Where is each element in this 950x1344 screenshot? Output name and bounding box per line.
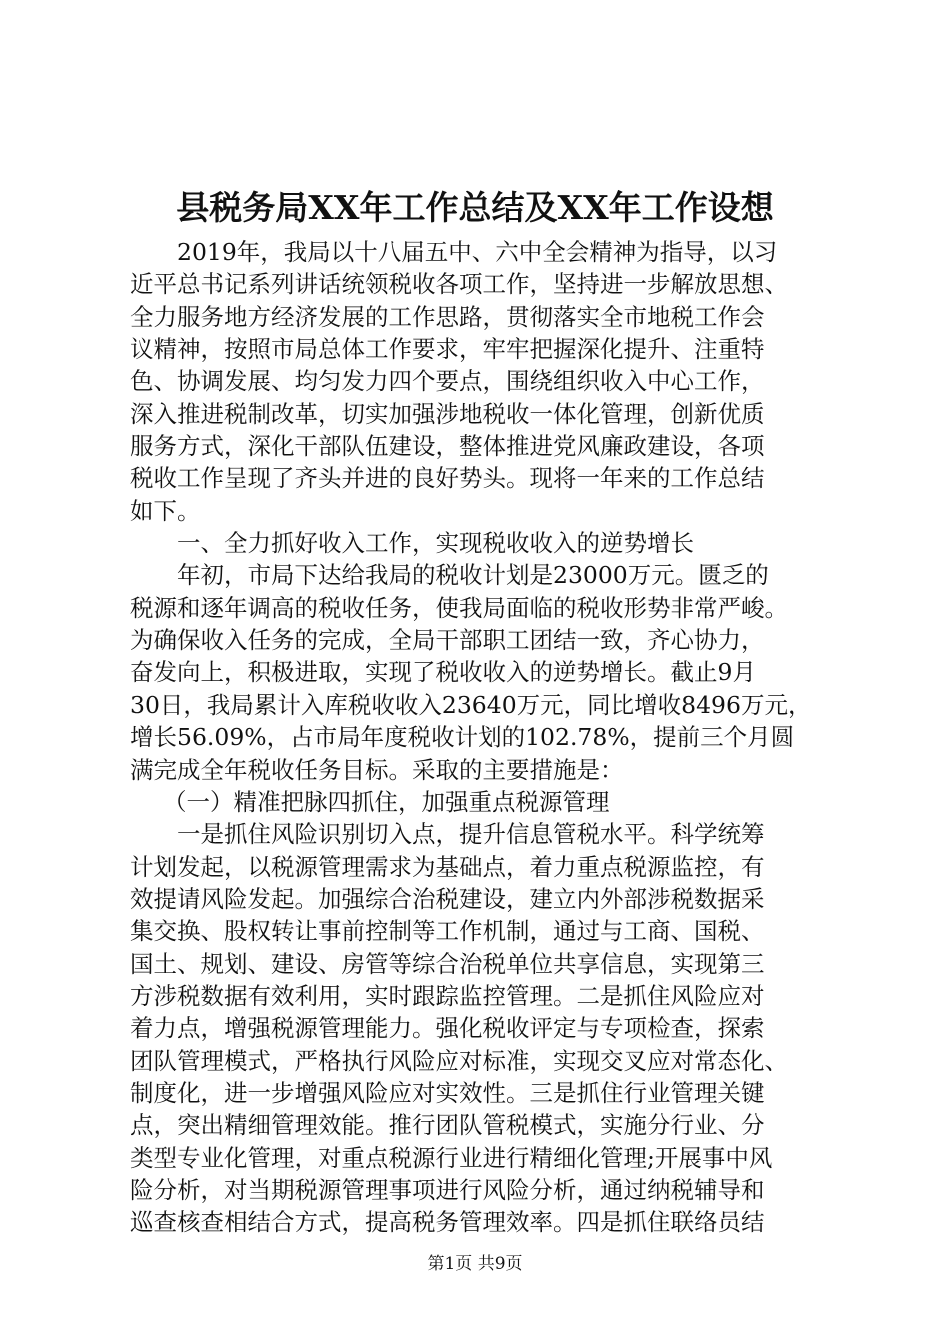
paragraph-line: 奋发向上，积极进取，实现了税收收入的逆势增长。截止9月 (130, 658, 756, 687)
paragraph-line: 年初，市局下达给我局的税收计划是23000万元。匮乏的 (177, 561, 769, 590)
section-heading: 一、全力抓好收入工作，实现税收收入的逆势增长 (177, 529, 694, 558)
paragraph-line: 如下。 (130, 496, 201, 525)
paragraph-line: 计划发起，以税源管理需求为基础点，着力重点税源监控，有 (130, 852, 765, 881)
paragraph-line: 增长56.09%，占市局年度税收计划的102.78%，提前三个月圆 (130, 723, 795, 752)
paragraph-line: 类型专业化管理，对重点税源行业进行精细化管理;开展事中风 (130, 1143, 773, 1172)
paragraph-line: 深入推进税制改革，切实加强涉地税收一体化管理，创新优质 (130, 399, 765, 428)
document-body (130, 236, 830, 1239)
paragraph-line: 效提请风险发起。加强综合治税建设，建立内外部涉税数据采 (130, 884, 765, 913)
subsection-heading: （一）精准把脉四抓住，加强重点税源管理 (163, 787, 610, 816)
paragraph-line: 制度化，进一步增强风险应对实效性。三是抓住行业管理关键 (130, 1078, 765, 1107)
paragraph-line: 点，突出精细管理效能。推行团队管税模式，实施分行业、分 (130, 1111, 765, 1140)
paragraph-line: 团队管理模式，严格执行风险应对标准，实现交叉应对常态化、 (130, 1046, 788, 1075)
paragraph-line: 色、协调发展、均匀发力四个要点，围绕组织收入中心工作， (130, 367, 765, 396)
page-number: 第1页 共9页 (427, 1254, 523, 1274)
paragraph-line: 满完成全年税收任务目标。采取的主要措施是： (130, 755, 624, 784)
paragraph-line: 险分析，对当期税源管理事项进行风险分析，通过纳税辅导和 (130, 1175, 765, 1204)
paragraph-line: 集交换、股权转让事前控制等工作机制，通过与工商、国税、 (130, 917, 765, 946)
paragraph-line: 国土、规划、建设、房管等综合治税单位共享信息，实现第三 (130, 949, 765, 978)
paragraph-line: 30日，我局累计入库税收收入23640万元，同比增收8496万元， (130, 690, 812, 719)
paragraph-line: 2019年，我局以十八届五中、六中全会精神为指导，以习 (177, 238, 778, 266)
paragraph-line: 议精神，按照市局总体工作要求，牢牢把握深化提升、注重特 (130, 335, 765, 364)
paragraph-line: 近平总书记系列讲话统领税收各项工作，坚持进一步解放思想、 (130, 270, 788, 299)
paragraph-line: 全力服务地方经济发展的工作思路，贯彻落实全市地税工作会 (130, 302, 765, 331)
paragraph-line: 一是抓住风险识别切入点，提升信息管税水平。科学统筹 (177, 820, 765, 849)
paragraph-line: 巡查核查相结合方式，提高税务管理效率。四是抓住联络员结 (130, 1208, 765, 1237)
paragraph-line: 税源和逐年调高的税收任务，使我局面临的税收形势非常严峻。 (130, 593, 788, 622)
paragraph-line: 着力点，增强税源管理能力。强化税收评定与专项检查，探索 (130, 1014, 765, 1043)
paragraph-line: 服务方式，深化干部队伍建设，整体推进党风廉政建设，各项 (130, 432, 765, 461)
document-title: 县税务局XX年工作总结及XX年工作设想 (176, 188, 774, 227)
paragraph-line: 方涉税数据有效利用，实时跟踪监控管理。二是抓住风险应对 (130, 981, 765, 1010)
paragraph-line: 为确保收入任务的完成，全局干部职工团结一致，齐心协力， (130, 626, 765, 655)
paragraph-line: 税收工作呈现了齐头并进的良好势头。现将一年来的工作总结 (130, 464, 765, 493)
